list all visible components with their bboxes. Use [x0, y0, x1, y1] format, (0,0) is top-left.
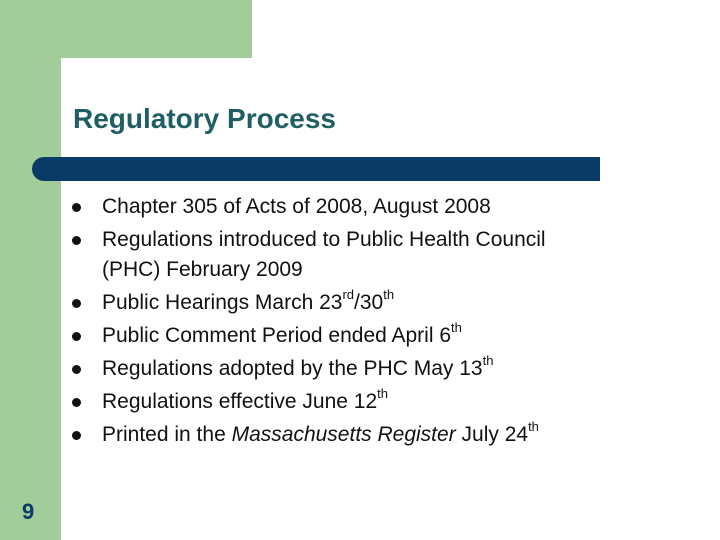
bullet-text-line1: Regulations introduced to Public Health Council — [102, 228, 546, 251]
page-number: 9 — [22, 499, 35, 524]
bullet-dot-icon — [72, 236, 81, 245]
slide-title: Regulatory Process — [73, 103, 336, 134]
bullet-text: Public Hearings March 23 — [102, 291, 343, 314]
title-divider-bar — [32, 157, 600, 181]
bullet-item — [70, 420, 670, 450]
ordinal-suffix: rd — [342, 287, 355, 302]
bullet-item — [70, 321, 670, 351]
ordinal-suffix: th — [528, 419, 539, 434]
green-left-strip — [0, 0, 61, 540]
bullet-text-line2: (PHC) February 2009 — [102, 258, 303, 281]
bullet-item — [70, 354, 670, 384]
bullet-item — [70, 288, 670, 318]
bullet-dot-icon — [72, 332, 81, 341]
ordinal-suffix: th — [383, 287, 395, 302]
bullet-text: Regulations adopted by the PHC May 13 — [102, 357, 483, 380]
bullet-dot-icon — [72, 203, 81, 212]
bullet-dot-icon — [72, 299, 81, 308]
bullet-dot-icon — [72, 431, 81, 440]
bullet-item — [70, 225, 670, 285]
publication-name: Massachusetts Register — [231, 423, 456, 446]
ordinal-suffix: th — [377, 386, 388, 401]
bullet-text: Chapter 305 of Acts of 2008, August 2008 — [102, 195, 491, 218]
bullet-text: Public Comment Period ended April 6 — [102, 324, 452, 347]
bullet-list — [70, 192, 670, 450]
bullet-item — [70, 192, 670, 222]
bullet-dot-icon — [72, 398, 81, 407]
bullet-text: Printed in the — [102, 423, 232, 446]
bullet-text: Regulations effective June 12 — [102, 390, 378, 413]
bullet-dot-icon — [72, 365, 81, 374]
bullet-item — [70, 387, 670, 417]
ordinal-suffix: th — [482, 353, 494, 368]
bullet-text: /30 — [354, 291, 384, 314]
ordinal-suffix: th — [451, 320, 462, 335]
bullet-text: July 24 — [455, 423, 529, 446]
